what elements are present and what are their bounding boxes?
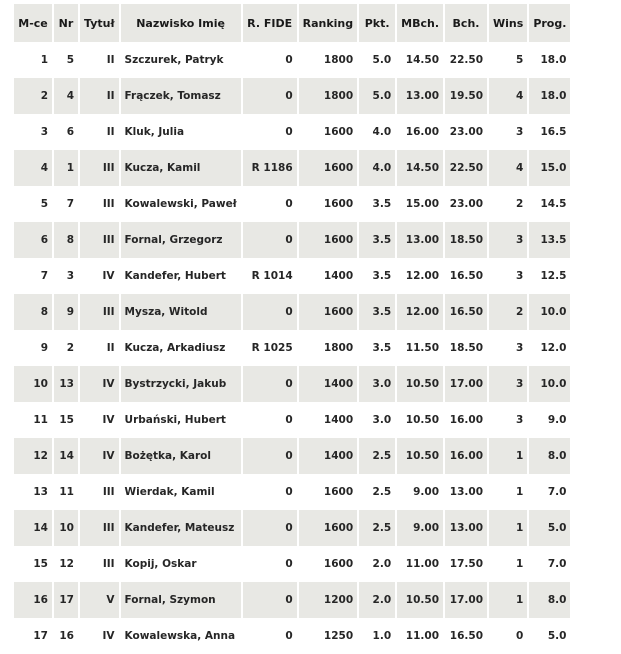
cell-progress: 5.0 bbox=[529, 510, 570, 546]
cell-buchholz: 17.50 bbox=[445, 546, 487, 582]
cell-place: 11 bbox=[14, 402, 52, 438]
cell-median-buchholz: 9.00 bbox=[397, 510, 443, 546]
cell-place: 15 bbox=[14, 546, 52, 582]
cell-ranking: 1200 bbox=[299, 582, 358, 618]
cell-median-buchholz: 13.00 bbox=[397, 78, 443, 114]
cell-wins: 2 bbox=[489, 186, 527, 222]
cell-wins: 1 bbox=[489, 438, 527, 474]
cell-place: 5 bbox=[14, 186, 52, 222]
cell-number: 7 bbox=[54, 186, 78, 222]
cell-name: Kucza, Arkadiusz bbox=[121, 330, 241, 366]
cell-buchholz: 16.50 bbox=[445, 294, 487, 330]
cell-place: 7 bbox=[14, 258, 52, 294]
cell-points: 3.0 bbox=[359, 366, 395, 402]
cell-place: 13 bbox=[14, 474, 52, 510]
table-row[interactable] bbox=[14, 582, 570, 618]
cell-place: 1 bbox=[14, 42, 52, 78]
cell-median-buchholz: 11.00 bbox=[397, 546, 443, 582]
cell-points: 2.5 bbox=[359, 438, 395, 474]
cell-wins: 1 bbox=[489, 510, 527, 546]
standings-rows bbox=[14, 42, 570, 654]
cell-buchholz: 16.50 bbox=[445, 618, 487, 654]
cell-place: 8 bbox=[14, 294, 52, 330]
cell-wins: 4 bbox=[489, 78, 527, 114]
cell-buchholz: 17.00 bbox=[445, 366, 487, 402]
cell-median-buchholz: 9.00 bbox=[397, 474, 443, 510]
cell-progress: 10.0 bbox=[529, 366, 570, 402]
cell-number: 3 bbox=[54, 258, 78, 294]
cell-place: 9 bbox=[14, 330, 52, 366]
standings-table bbox=[12, 4, 572, 654]
header-points[interactable]: Pkt. bbox=[359, 4, 395, 42]
cell-wins: 5 bbox=[489, 42, 527, 78]
cell-number: 12 bbox=[54, 546, 78, 582]
cell-fide-rating: 0 bbox=[243, 618, 297, 654]
cell-fide-rating: 0 bbox=[243, 222, 297, 258]
cell-number: 9 bbox=[54, 294, 78, 330]
cell-place: 2 bbox=[14, 78, 52, 114]
cell-median-buchholz: 11.50 bbox=[397, 330, 443, 366]
table-row[interactable] bbox=[14, 42, 570, 78]
cell-number: 2 bbox=[54, 330, 78, 366]
cell-buchholz: 22.50 bbox=[445, 150, 487, 186]
cell-title: II bbox=[80, 330, 119, 366]
cell-median-buchholz: 13.00 bbox=[397, 222, 443, 258]
cell-fide-rating: 0 bbox=[243, 114, 297, 150]
cell-wins: 2 bbox=[489, 294, 527, 330]
cell-number: 10 bbox=[54, 510, 78, 546]
cell-fide-rating: R 1025 bbox=[243, 330, 297, 366]
cell-name: Urbański, Hubert bbox=[121, 402, 241, 438]
cell-fide-rating: 0 bbox=[243, 366, 297, 402]
cell-points: 2.0 bbox=[359, 546, 395, 582]
table-row[interactable] bbox=[14, 402, 570, 438]
cell-ranking: 1250 bbox=[299, 618, 358, 654]
cell-place: 6 bbox=[14, 222, 52, 258]
cell-wins: 3 bbox=[489, 222, 527, 258]
table-row[interactable] bbox=[14, 366, 570, 402]
cell-progress: 8.0 bbox=[529, 582, 570, 618]
header-buchholz[interactable]: Bch. bbox=[445, 4, 487, 42]
table-row[interactable] bbox=[14, 438, 570, 474]
cell-name: Kowalewska, Anna bbox=[121, 618, 241, 654]
cell-title: III bbox=[80, 546, 119, 582]
cell-title: II bbox=[80, 114, 119, 150]
cell-place: 14 bbox=[14, 510, 52, 546]
cell-wins: 3 bbox=[489, 114, 527, 150]
cell-fide-rating: 0 bbox=[243, 78, 297, 114]
cell-wins: 0 bbox=[489, 618, 527, 654]
cell-wins: 1 bbox=[489, 582, 527, 618]
cell-median-buchholz: 14.50 bbox=[397, 42, 443, 78]
header-title[interactable]: Tytuł bbox=[80, 4, 119, 42]
cell-progress: 14.5 bbox=[529, 186, 570, 222]
cell-points: 3.5 bbox=[359, 294, 395, 330]
cell-number: 14 bbox=[54, 438, 78, 474]
cell-wins: 1 bbox=[489, 546, 527, 582]
cell-name: Fornal, Szymon bbox=[121, 582, 241, 618]
cell-ranking: 1400 bbox=[299, 438, 358, 474]
cell-title: III bbox=[80, 222, 119, 258]
cell-name: Kowalewski, Paweł bbox=[121, 186, 241, 222]
cell-ranking: 1400 bbox=[299, 366, 358, 402]
cell-points: 4.0 bbox=[359, 150, 395, 186]
table-row[interactable] bbox=[14, 294, 570, 330]
cell-buchholz: 13.00 bbox=[445, 474, 487, 510]
cell-progress: 8.0 bbox=[529, 438, 570, 474]
cell-title: IV bbox=[80, 258, 119, 294]
cell-points: 3.0 bbox=[359, 402, 395, 438]
cell-progress: 7.0 bbox=[529, 546, 570, 582]
header-wins[interactable]: Wins bbox=[489, 4, 527, 42]
cell-wins: 4 bbox=[489, 150, 527, 186]
table-row[interactable] bbox=[14, 114, 570, 150]
cell-ranking: 1800 bbox=[299, 42, 358, 78]
cell-ranking: 1800 bbox=[299, 78, 358, 114]
cell-points: 2.5 bbox=[359, 510, 395, 546]
cell-points: 3.5 bbox=[359, 222, 395, 258]
cell-progress: 18.0 bbox=[529, 42, 570, 78]
cell-fide-rating: 0 bbox=[243, 582, 297, 618]
cell-wins: 3 bbox=[489, 258, 527, 294]
cell-buchholz: 23.00 bbox=[445, 114, 487, 150]
cell-fide-rating: 0 bbox=[243, 546, 297, 582]
table-row[interactable] bbox=[14, 546, 570, 582]
header-ranking[interactable]: Ranking bbox=[299, 4, 358, 42]
cell-wins: 3 bbox=[489, 402, 527, 438]
cell-ranking: 1600 bbox=[299, 510, 358, 546]
standings-table-container bbox=[12, 4, 572, 654]
table-row[interactable] bbox=[14, 222, 570, 258]
cell-name: Kluk, Julia bbox=[121, 114, 241, 150]
header-number[interactable]: Nr bbox=[54, 4, 78, 42]
header-name[interactable]: Nazwisko Imię bbox=[121, 4, 241, 42]
cell-place: 17 bbox=[14, 618, 52, 654]
cell-median-buchholz: 12.00 bbox=[397, 258, 443, 294]
cell-number: 11 bbox=[54, 474, 78, 510]
cell-ranking: 1400 bbox=[299, 258, 358, 294]
cell-place: 12 bbox=[14, 438, 52, 474]
cell-points: 2.0 bbox=[359, 582, 395, 618]
cell-ranking: 1600 bbox=[299, 222, 358, 258]
cell-progress: 12.0 bbox=[529, 330, 570, 366]
cell-buchholz: 16.00 bbox=[445, 402, 487, 438]
cell-median-buchholz: 14.50 bbox=[397, 150, 443, 186]
cell-ranking: 1600 bbox=[299, 186, 358, 222]
cell-name: Frączek, Tomasz bbox=[121, 78, 241, 114]
cell-title: III bbox=[80, 510, 119, 546]
cell-buchholz: 16.50 bbox=[445, 258, 487, 294]
cell-points: 3.5 bbox=[359, 186, 395, 222]
cell-name: Fornal, Grzegorz bbox=[121, 222, 241, 258]
cell-progress: 10.0 bbox=[529, 294, 570, 330]
header-median-buchholz[interactable]: MBch. bbox=[397, 4, 443, 42]
cell-number: 15 bbox=[54, 402, 78, 438]
table-row[interactable] bbox=[14, 258, 570, 294]
cell-name: Bystrzycki, Jakub bbox=[121, 366, 241, 402]
header-place[interactable]: M-ce bbox=[14, 4, 52, 42]
cell-title: V bbox=[80, 582, 119, 618]
cell-number: 1 bbox=[54, 150, 78, 186]
cell-progress: 13.5 bbox=[529, 222, 570, 258]
cell-place: 10 bbox=[14, 366, 52, 402]
cell-title: IV bbox=[80, 402, 119, 438]
cell-name: Bożętka, Karol bbox=[121, 438, 241, 474]
cell-buchholz: 17.00 bbox=[445, 582, 487, 618]
cell-buchholz: 22.50 bbox=[445, 42, 487, 78]
table-row[interactable] bbox=[14, 330, 570, 366]
cell-title: III bbox=[80, 150, 119, 186]
cell-points: 5.0 bbox=[359, 78, 395, 114]
table-row[interactable] bbox=[14, 186, 570, 222]
table-row[interactable] bbox=[14, 510, 570, 546]
cell-buchholz: 19.50 bbox=[445, 78, 487, 114]
cell-name: Szczurek, Patryk bbox=[121, 42, 241, 78]
table-row[interactable] bbox=[14, 618, 570, 654]
cell-title: III bbox=[80, 186, 119, 222]
cell-points: 3.5 bbox=[359, 258, 395, 294]
cell-points: 5.0 bbox=[359, 42, 395, 78]
cell-title: II bbox=[80, 42, 119, 78]
cell-title: III bbox=[80, 474, 119, 510]
cell-number: 5 bbox=[54, 42, 78, 78]
cell-title: IV bbox=[80, 438, 119, 474]
cell-title: III bbox=[80, 294, 119, 330]
cell-title: IV bbox=[80, 618, 119, 654]
cell-median-buchholz: 10.50 bbox=[397, 366, 443, 402]
cell-fide-rating: R 1014 bbox=[243, 258, 297, 294]
cell-place: 16 bbox=[14, 582, 52, 618]
cell-place: 4 bbox=[14, 150, 52, 186]
cell-ranking: 1600 bbox=[299, 294, 358, 330]
cell-median-buchholz: 16.00 bbox=[397, 114, 443, 150]
header-fide-rating[interactable]: R. FIDE bbox=[243, 4, 297, 42]
cell-place: 3 bbox=[14, 114, 52, 150]
cell-name: Wierdak, Kamil bbox=[121, 474, 241, 510]
header-row bbox=[14, 4, 570, 42]
header-progress[interactable]: Prog. bbox=[529, 4, 570, 42]
cell-ranking: 1800 bbox=[299, 330, 358, 366]
cell-title: II bbox=[80, 78, 119, 114]
cell-buchholz: 13.00 bbox=[445, 510, 487, 546]
cell-ranking: 1400 bbox=[299, 402, 358, 438]
cell-wins: 3 bbox=[489, 366, 527, 402]
cell-number: 16 bbox=[54, 618, 78, 654]
cell-progress: 9.0 bbox=[529, 402, 570, 438]
cell-median-buchholz: 11.00 bbox=[397, 618, 443, 654]
cell-progress: 15.0 bbox=[529, 150, 570, 186]
cell-number: 4 bbox=[54, 78, 78, 114]
cell-fide-rating: 0 bbox=[243, 294, 297, 330]
cell-ranking: 1600 bbox=[299, 114, 358, 150]
cell-name: Kandefer, Hubert bbox=[121, 258, 241, 294]
cell-points: 3.5 bbox=[359, 330, 395, 366]
cell-name: Kopij, Oskar bbox=[121, 546, 241, 582]
cell-buchholz: 23.00 bbox=[445, 186, 487, 222]
cell-number: 6 bbox=[54, 114, 78, 150]
cell-ranking: 1600 bbox=[299, 150, 358, 186]
cell-fide-rating: R 1186 bbox=[243, 150, 297, 186]
cell-progress: 7.0 bbox=[529, 474, 570, 510]
cell-fide-rating: 0 bbox=[243, 474, 297, 510]
cell-name: Mysza, Witold bbox=[121, 294, 241, 330]
cell-progress: 5.0 bbox=[529, 618, 570, 654]
cell-points: 2.5 bbox=[359, 474, 395, 510]
cell-buchholz: 18.50 bbox=[445, 222, 487, 258]
cell-wins: 1 bbox=[489, 474, 527, 510]
cell-fide-rating: 0 bbox=[243, 438, 297, 474]
cell-fide-rating: 0 bbox=[243, 510, 297, 546]
cell-wins: 3 bbox=[489, 330, 527, 366]
cell-title: IV bbox=[80, 366, 119, 402]
table-row[interactable] bbox=[14, 474, 570, 510]
cell-buchholz: 16.00 bbox=[445, 438, 487, 474]
cell-ranking: 1600 bbox=[299, 474, 358, 510]
cell-median-buchholz: 15.00 bbox=[397, 186, 443, 222]
table-row[interactable] bbox=[14, 78, 570, 114]
cell-median-buchholz: 10.50 bbox=[397, 438, 443, 474]
cell-name: Kucza, Kamil bbox=[121, 150, 241, 186]
cell-progress: 16.5 bbox=[529, 114, 570, 150]
table-row[interactable] bbox=[14, 150, 570, 186]
cell-name: Kandefer, Mateusz bbox=[121, 510, 241, 546]
cell-buchholz: 18.50 bbox=[445, 330, 487, 366]
cell-ranking: 1600 bbox=[299, 546, 358, 582]
cell-progress: 18.0 bbox=[529, 78, 570, 114]
cell-fide-rating: 0 bbox=[243, 42, 297, 78]
cell-points: 1.0 bbox=[359, 618, 395, 654]
cell-median-buchholz: 10.50 bbox=[397, 582, 443, 618]
cell-number: 17 bbox=[54, 582, 78, 618]
cell-points: 4.0 bbox=[359, 114, 395, 150]
cell-number: 8 bbox=[54, 222, 78, 258]
cell-median-buchholz: 12.00 bbox=[397, 294, 443, 330]
cell-progress: 12.5 bbox=[529, 258, 570, 294]
cell-fide-rating: 0 bbox=[243, 402, 297, 438]
cell-number: 13 bbox=[54, 366, 78, 402]
cell-median-buchholz: 10.50 bbox=[397, 402, 443, 438]
cell-fide-rating: 0 bbox=[243, 186, 297, 222]
